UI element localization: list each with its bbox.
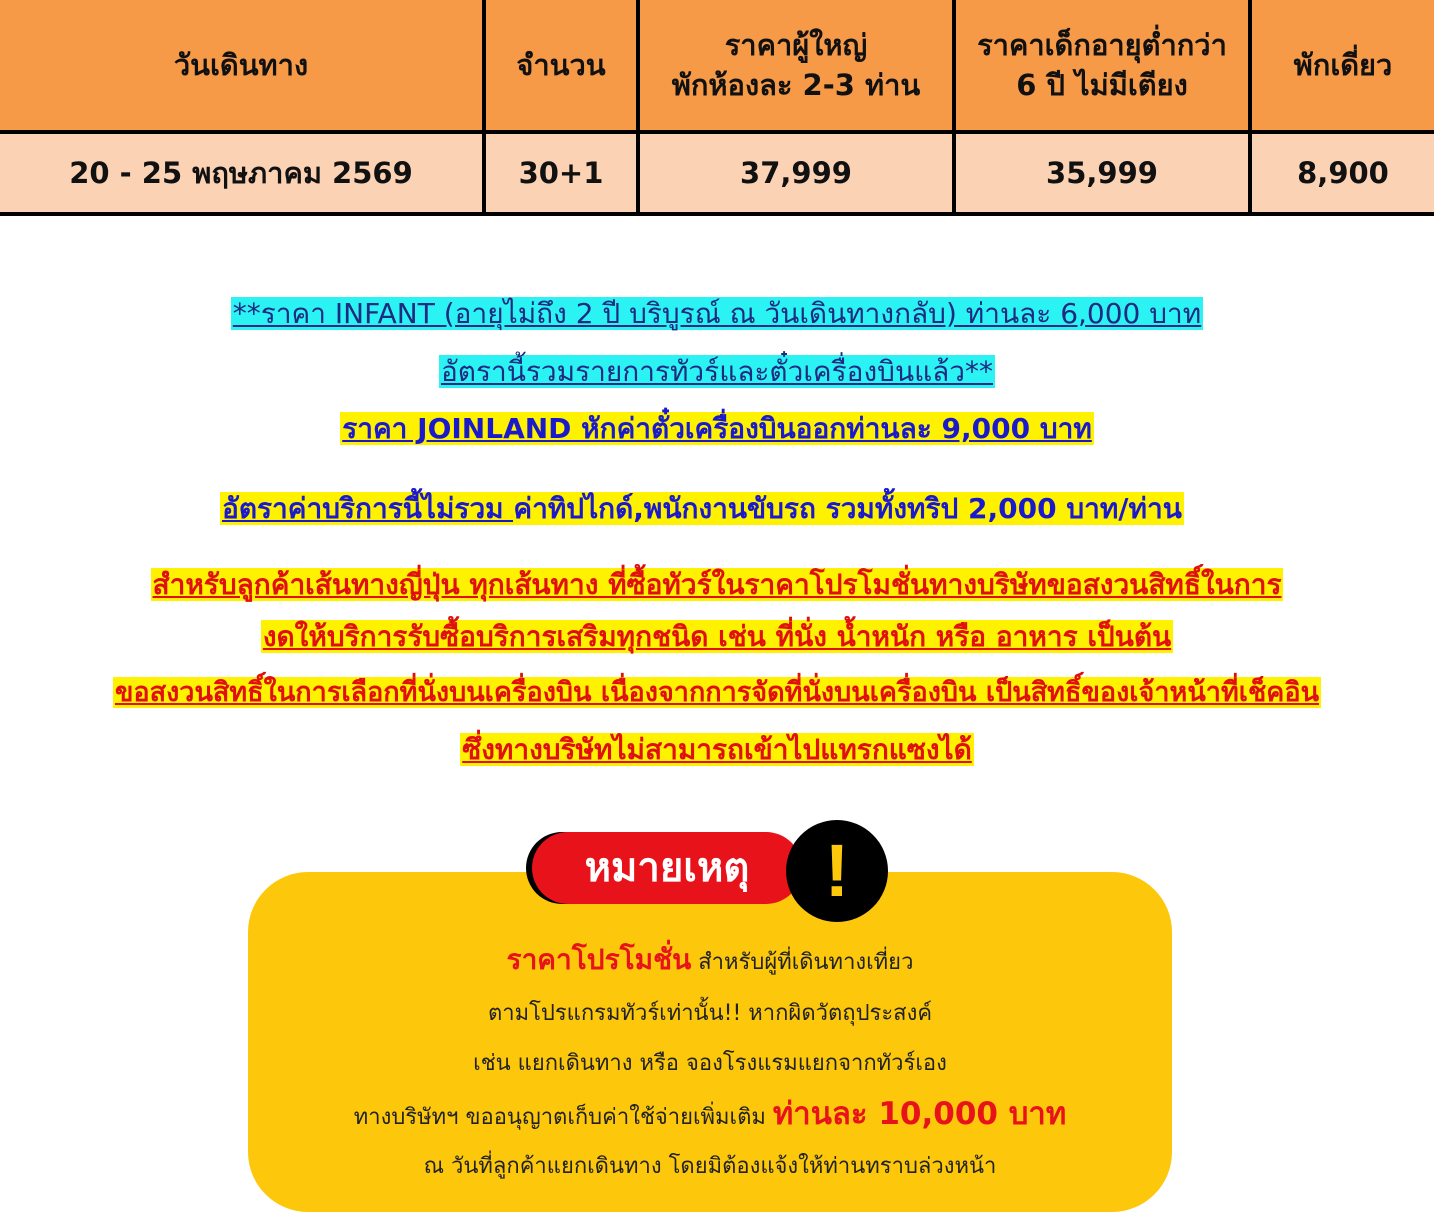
remark-line-4 xyxy=(248,1088,1172,1138)
japan-note-text: งดให้บริการรับซื้อบริการเสริมทุกชนิด เช่น ที่นั่ง น้ำหนัก หรือ อาหาร เป็นต้น xyxy=(262,620,1172,653)
japan-note-text: ซึ่งทางบริษัทไม่สามารถเข้าไปแทรกแซงได้ xyxy=(462,733,972,766)
header-label: ราคาเด็กอายุต่ำกว่า 6 ปี ไม่มีเตียง xyxy=(977,28,1227,103)
remark-line-3: เช่น แยกเดินทาง หรือ จองโรงแรมแยกจากทัวร์เอง xyxy=(473,1051,947,1076)
cell-child-price: 35,999 xyxy=(954,132,1250,214)
remark-title-badge: หมายเหตุ xyxy=(532,832,802,904)
table-header-row xyxy=(0,0,1434,132)
cell-seats: 30+1 xyxy=(484,132,638,214)
cell-single-supplement: 8,900 xyxy=(1250,132,1434,214)
surcharge-amount: ท่านละ 10,000 บาท xyxy=(772,1096,1067,1132)
remark-text: สำหรับผู้ที่เดินทางเที่ยว xyxy=(691,950,914,975)
infant-note-text: อัตรานี้รวมรายการทัวร์และตั๋วเครื่องบินแล้ว** xyxy=(440,355,994,388)
infant-note-line1 xyxy=(0,294,1434,334)
japan-note-text: ขอสงวนสิทธิ์ในการเลือกที่นั่งบนเครื่องบิน เนื่องจากการจัดที่นั่งบนเครื่องบิน เป็นสิทธิ์ของเจ้าหน้าที่เช็คอิน xyxy=(114,677,1320,708)
joinland-note-text: ราคา JOINLAND หักค่าตั๋วเครื่องบินออกท่านละ 9,000 บาท xyxy=(342,412,1092,445)
japan-note-line4 xyxy=(0,730,1434,770)
promo-label: ราคาโปรโมชั่น xyxy=(506,943,692,976)
cell-departure-date: 20 - 25 พฤษภาคม 2569 xyxy=(0,132,484,214)
cell-adult-price: 37,999 xyxy=(638,132,954,214)
price-table xyxy=(0,0,1434,216)
joinland-note xyxy=(0,409,1434,449)
header-single-supplement xyxy=(1250,0,1434,132)
header-label: จำนวน xyxy=(516,48,606,83)
japan-note-line3 xyxy=(0,672,1434,713)
remark-text: ทางบริษัทฯ ขออนุญาตเก็บค่าใช้จ่ายเพิ่มเติม xyxy=(353,1105,773,1130)
tip-note-prefix: อัตราค่าบริการนี้ไม่รวม xyxy=(222,492,514,525)
japan-note-text: สำหรับลูกค้าเส้นทางญี่ปุ่น ทุกเส้นทาง ที่ซื้อทัวร์ในราคาโปรโมชั่นทางบริษัทขอสงวนสิทธิ์ในการ xyxy=(152,568,1282,601)
japan-note-line1 xyxy=(0,565,1434,605)
exclamation-icon: ! xyxy=(786,820,888,922)
remark-line-2: ตามโปรแกรมทัวร์เท่านั้น!! หากผิดวัตถุประสงค์ xyxy=(487,1001,933,1026)
header-label: วันเดินทาง xyxy=(173,48,309,83)
header-label: พักเดี่ยว xyxy=(1293,48,1393,83)
infant-note-text: **ราคา INFANT (อายุไม่ถึง 2 ปี บริบูรณ์ ณ วันเดินทางกลับ) ท่านละ 6,000 บาท xyxy=(232,297,1202,330)
remark-line-5: ณ วันที่ลูกค้าแยกเดินทาง โดยมิต้องแจ้งให้ท่านทราบล่วงหน้า xyxy=(423,1154,997,1179)
tip-note-rest: ค่าทิปไกด์,พนักงานขับรถ รวมทั้งทริป 2,000 บาท/ท่าน xyxy=(513,492,1182,525)
header-adult-price xyxy=(638,0,954,132)
japan-note-line2 xyxy=(0,617,1434,657)
infant-note-line2 xyxy=(0,352,1434,392)
header-departure-date xyxy=(0,0,484,132)
table-row xyxy=(0,132,1434,214)
tip-note xyxy=(220,489,1320,529)
remark-line-1 xyxy=(248,938,1172,982)
header-label: ราคาผู้ใหญ่ พักห้องละ 2-3 ท่าน xyxy=(671,28,921,103)
header-child-price xyxy=(954,0,1250,132)
header-seats xyxy=(484,0,638,132)
